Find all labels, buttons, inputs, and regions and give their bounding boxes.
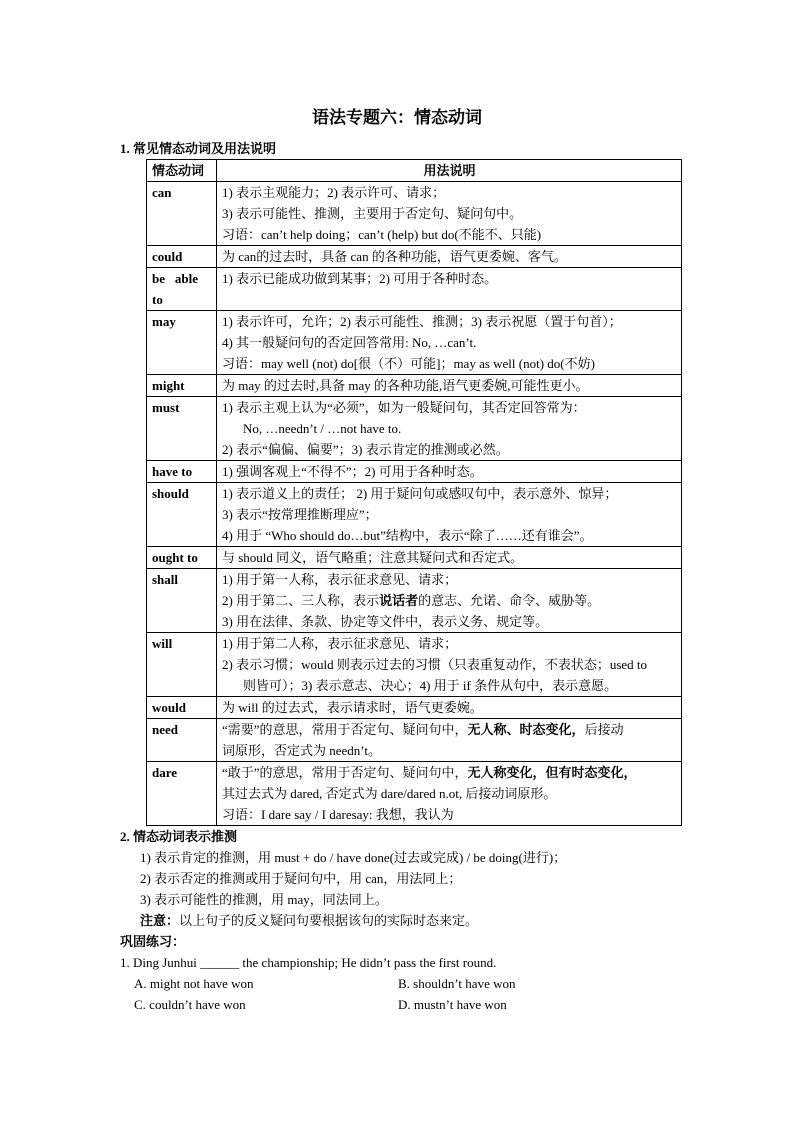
modal-verb-cell bbox=[147, 569, 217, 633]
usage-line: 为 can的过去时，具备 can 的各种功能，语气更委婉、客气。 bbox=[222, 249, 567, 264]
header-modal-verb: 情态动词 bbox=[147, 160, 217, 182]
usage-line: 1) 用于第二人称，表示征求意见、请求； bbox=[222, 636, 458, 651]
modal-verb-cell bbox=[147, 375, 217, 397]
usage-line: 1) 表示主观上认为“必须”，如为一般疑问句，其否定回答常为： bbox=[222, 400, 586, 415]
section2-heading: 2. 情态动词表示推测 bbox=[120, 829, 238, 844]
inference-rule: 3) 表示可能性的推测，用 may，同法同上。 bbox=[140, 892, 388, 907]
usage-line: 1) 表示道义上的责任； 2) 用于疑问句或感叹句中，表示意外、惊异； bbox=[222, 486, 618, 501]
table-row-must bbox=[147, 397, 682, 461]
usage-line: 2) 表示习惯；would 则表示过去的习惯（只表重复动作，不表状态；used to bbox=[222, 657, 648, 672]
table-row-could bbox=[147, 246, 682, 268]
table-row-will bbox=[147, 633, 682, 697]
table-row-might bbox=[147, 375, 682, 397]
usage-line: 则皆可）；3) 表示意志、决心；4) 用于 if 条件从句中，表示意愿。 bbox=[243, 678, 618, 693]
modal-verb-cell bbox=[147, 547, 217, 569]
question-stem: 1. Ding Junhui ______ the championship; He didn’t pass the first round. bbox=[120, 955, 497, 970]
usage-line: 1) 强调客观上“不得不”；2) 可用于各种时态。 bbox=[222, 464, 483, 479]
usage-text: 的意志、允诺、命令、威胁等。 bbox=[418, 593, 601, 608]
usage-cell bbox=[217, 569, 682, 633]
usage-line bbox=[222, 762, 677, 783]
option-b: B. shouldn’t have won bbox=[398, 976, 516, 991]
usage-cell bbox=[217, 397, 682, 461]
usage-emphasis: 无人称变化，但有时态变化， bbox=[467, 765, 637, 780]
modal-verb: may bbox=[152, 314, 176, 329]
modal-verb-cell bbox=[147, 719, 217, 762]
table-header-row bbox=[147, 160, 682, 182]
note-label: 注意： bbox=[140, 913, 180, 928]
modal-verb-cell bbox=[147, 268, 217, 311]
inference-rule: 2) 表示否定的推测或用于疑问句中，用 can，用法同上； bbox=[140, 871, 462, 886]
option-c: C. couldn’t have won bbox=[134, 997, 246, 1012]
usage-emphasis: 无人称、时态变化， bbox=[467, 722, 585, 737]
modal-verb: must bbox=[152, 400, 180, 415]
usage-line: 1) 用于第一人称，表示征求意见、请求； bbox=[222, 572, 458, 587]
usage-line bbox=[222, 590, 677, 611]
usage-line: 3) 用在法律、条款、协定等文件中，表示义务、规定等。 bbox=[222, 614, 549, 629]
modal-verb-cell bbox=[147, 461, 217, 483]
usage-line: 其过去式为 dared, 否定式为 dare/dared n.ot, 后接动词原形。 bbox=[222, 786, 557, 801]
modal-verb: could bbox=[152, 249, 183, 264]
modal-verb: would bbox=[152, 700, 186, 715]
inference-rule: 1) 表示肯定的推测，用 must + do / have done(过去或完成) / be doing(进行)； bbox=[140, 850, 567, 865]
usage-cell bbox=[217, 633, 682, 697]
options-row bbox=[120, 973, 681, 994]
usage-cell bbox=[217, 697, 682, 719]
usage-line: 1) 表示许可，允许；2) 表示可能性、推测；3) 表示祝愿（置于句首）； bbox=[222, 314, 622, 329]
section1-heading: 1. 常见情态动词及用法说明 bbox=[120, 141, 277, 156]
note-text: 以上句子的反义疑问句要根据该句的实际时态来定。 bbox=[179, 913, 479, 928]
usage-line: 与 should 同义，语气略重；注意其疑问式和否定式。 bbox=[222, 550, 524, 565]
modal-verb-cell bbox=[147, 246, 217, 268]
usage-line: 2) 表示“偏偏、偏要”；3) 表示肯定的推测或必然。 bbox=[222, 442, 509, 457]
table-row-would bbox=[147, 697, 682, 719]
table-row-can bbox=[147, 182, 682, 246]
usage-cell bbox=[217, 719, 682, 762]
usage-cell bbox=[217, 268, 682, 311]
usage-cell bbox=[217, 182, 682, 246]
modal-verb: dare bbox=[152, 765, 178, 780]
usage-emphasis: 说话者 bbox=[379, 593, 419, 608]
usage-cell bbox=[217, 483, 682, 547]
usage-cell bbox=[217, 762, 682, 826]
table-row-have-to bbox=[147, 461, 682, 483]
usage-line: 3) 表示“按常理推断理应”； bbox=[222, 507, 378, 522]
modal-verb-table bbox=[146, 159, 682, 826]
modal-verb: need bbox=[152, 722, 178, 737]
usage-cell bbox=[217, 375, 682, 397]
modal-verb-cell bbox=[147, 182, 217, 246]
modal-verb-cell bbox=[147, 397, 217, 461]
usage-cell bbox=[217, 547, 682, 569]
modal-verb-cell bbox=[147, 762, 217, 826]
page-title: 语法专题六：情态动词 bbox=[312, 108, 482, 127]
usage-text: “需要”的意思，常用于否定句、疑问句中， bbox=[222, 722, 468, 737]
table-row-may bbox=[147, 311, 682, 375]
usage-cell bbox=[217, 311, 682, 375]
usage-line: 1) 表示已能成功做到某事；2) 可用于各种时态。 bbox=[222, 271, 498, 286]
modal-verb: ought to bbox=[152, 550, 198, 565]
usage-line: 习语：can’t help doing；can’t (help) but do(不能不、只能) bbox=[222, 227, 542, 242]
table-row-shall bbox=[147, 569, 682, 633]
usage-line: 4) 其一般疑问句的否定回答常用: No, …can’t. bbox=[222, 335, 477, 350]
modal-verb: should bbox=[152, 486, 189, 501]
modal-verb-cell bbox=[147, 483, 217, 547]
usage-line: 为 may 的过去时,具备 may 的各种功能,语气更委婉,可能性更小。 bbox=[222, 378, 589, 393]
modal-verb: will bbox=[152, 636, 173, 651]
modal-verb-cell bbox=[147, 697, 217, 719]
modal-verb: be able to bbox=[152, 271, 198, 307]
usage-line: 4) 用于 “Who should do…but”结构中，表示“除了……还有谁会”。 bbox=[222, 528, 593, 543]
option-a: A. might not have won bbox=[134, 976, 254, 991]
modal-verb: shall bbox=[152, 572, 179, 587]
table-row-ought-to bbox=[147, 547, 682, 569]
usage-line bbox=[222, 719, 677, 740]
practice-heading: 巩固练习： bbox=[120, 934, 186, 949]
table-row-be-able-to bbox=[147, 268, 682, 311]
modal-verb: can bbox=[152, 185, 172, 200]
usage-text: “敢于”的意思，常用于否定句、疑问句中， bbox=[222, 765, 468, 780]
usage-line: 词原形，否定式为 needn’t。 bbox=[222, 743, 381, 758]
options-row bbox=[120, 994, 681, 1015]
header-usage: 用法说明 bbox=[217, 160, 682, 182]
modal-verb: have to bbox=[152, 464, 193, 479]
option-d: D. mustn’t have won bbox=[398, 997, 507, 1012]
usage-line: 习语：may well (not) do[很（不）可能]；may as well (not) do(不妨) bbox=[222, 356, 595, 371]
usage-line: No, …needn’t / …not have to. bbox=[243, 421, 402, 436]
modal-verb-cell bbox=[147, 633, 217, 697]
modal-verb: might bbox=[152, 378, 185, 393]
usage-line: 习语：I dare say / I daresay: 我想，我认为 bbox=[222, 807, 454, 822]
table-row-need bbox=[147, 719, 682, 762]
usage-line: 为 will 的过去式，表示请求时，语气更委婉。 bbox=[222, 700, 483, 715]
modal-verb-cell bbox=[147, 311, 217, 375]
usage-cell bbox=[217, 246, 682, 268]
note-line bbox=[120, 910, 681, 931]
usage-cell bbox=[217, 461, 682, 483]
usage-line: 1) 表示主观能力；2) 表示许可、请求； bbox=[222, 185, 446, 200]
usage-line: 3) 表示可能性、推测，主要用于否定句、疑问句中。 bbox=[222, 206, 523, 221]
table-row-dare bbox=[147, 762, 682, 826]
document-body bbox=[120, 138, 681, 1015]
usage-text: 2) 用于第二、三人称，表示 bbox=[222, 593, 380, 608]
usage-text: 后接动 bbox=[584, 722, 624, 737]
table-row-should bbox=[147, 483, 682, 547]
